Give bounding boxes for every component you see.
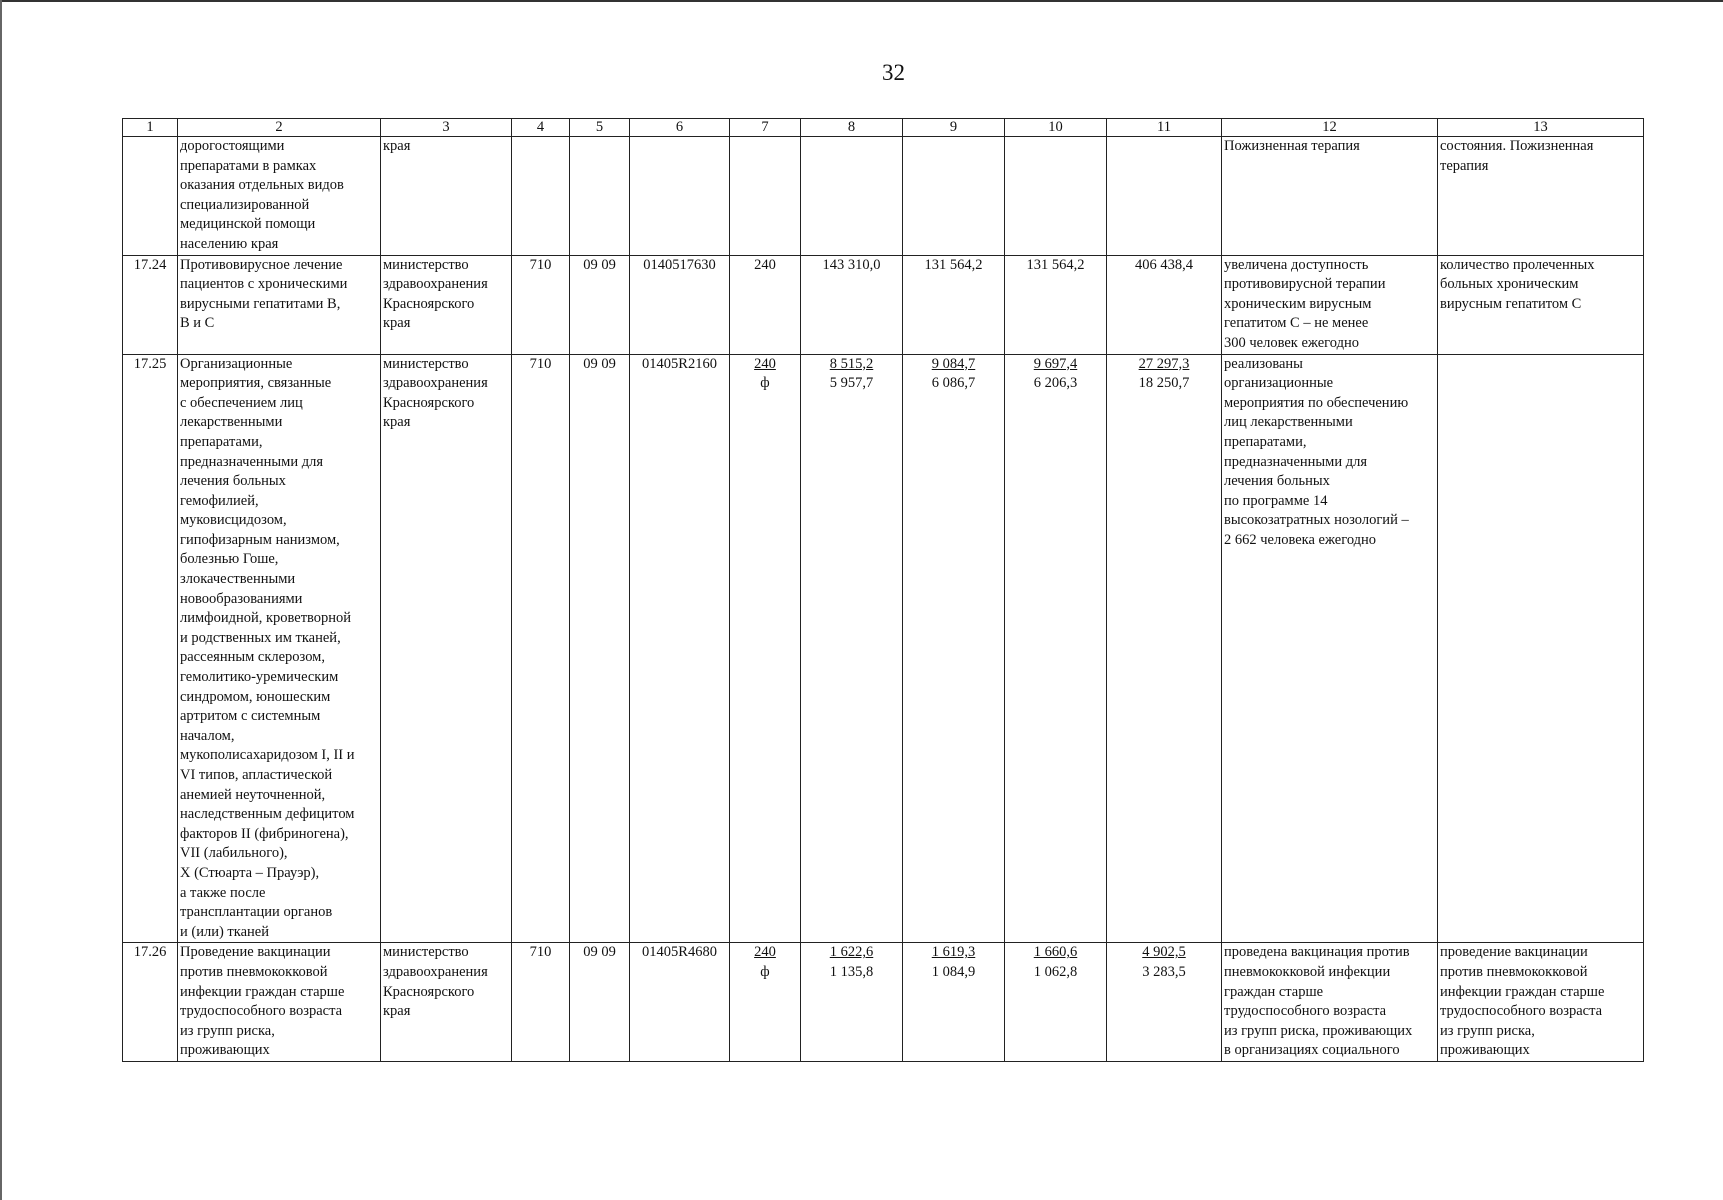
year3-amount	[1005, 943, 1107, 1062]
year3-amount-line: 1 062,8	[1033, 963, 1078, 980]
year3-amount	[1005, 354, 1107, 943]
measure-name-line: рассеянным склерозом,	[180, 649, 325, 666]
executor	[381, 255, 512, 354]
expected-result-line: из групп риска, проживающих	[1224, 1022, 1413, 1039]
measure-name-line: проживающих	[180, 1042, 270, 1059]
expected-result-line: лиц лекарственными	[1224, 414, 1353, 431]
measure-name-line: населению края	[180, 235, 279, 252]
target-indicator	[1438, 943, 1644, 1062]
year2-amount	[903, 137, 1005, 256]
rzpr-code	[570, 137, 630, 256]
measure-name-line: а также после	[180, 884, 266, 901]
year1-amount-line: 5 957,7	[829, 375, 874, 392]
expected-result-line: 2 662 человека ежегодно	[1224, 531, 1377, 548]
expected-result-line: 300 человек ежегодно	[1224, 334, 1359, 351]
target-indicator-line: против пневмококковой	[1440, 963, 1588, 980]
measure-name-line: лимфоидной, кроветворной	[180, 610, 352, 627]
measure-name-line: анемией неуточненной,	[180, 786, 326, 803]
measure-name-line: артритом с системным	[180, 708, 321, 725]
total-amount	[1107, 137, 1222, 256]
year3-amount-line: 9 697,4	[1033, 355, 1078, 372]
measure-name-line: предназначенными для	[180, 453, 324, 470]
expected-result-line: гепатитом С – не менее	[1224, 315, 1369, 332]
row-number	[123, 137, 178, 256]
total-amount-line: 18 250,7	[1138, 375, 1190, 392]
measure-name-line: трансплантации органов	[180, 904, 333, 921]
expected-result	[1222, 255, 1438, 354]
measure-name	[178, 255, 381, 354]
year3-amount-line: 131 564,2	[1026, 256, 1085, 273]
measure-name-line: трудоспособного возраста	[180, 1003, 343, 1020]
rzpr-code: 09 09	[570, 354, 630, 943]
year2-amount	[903, 354, 1005, 943]
csr-code	[630, 137, 730, 256]
expected-result-line: высокозатратных нозологий –	[1224, 512, 1409, 529]
executor-line: здравоохранения	[383, 375, 488, 392]
table-row	[123, 255, 1644, 354]
vr-code	[730, 943, 801, 1062]
measure-name	[178, 137, 381, 256]
expected-result-line: пневмококковой инфекции	[1224, 963, 1391, 980]
year1-amount-line: 143 310,0	[822, 256, 881, 273]
expected-result-line: в организациях социального	[1224, 1042, 1400, 1059]
target-indicator-line: проживающих	[1440, 1042, 1530, 1059]
grbs-code: 710	[512, 354, 570, 943]
measure-name-line: VI типов, апластической	[180, 767, 333, 783]
measure-name-line: Проведение вакцинации	[180, 944, 331, 961]
executor	[381, 943, 512, 1062]
target-indicator-line: проведение вакцинации	[1440, 944, 1588, 961]
column-header: 5	[570, 119, 630, 137]
column-header: 10	[1005, 119, 1107, 137]
executor-line: края	[383, 414, 411, 431]
year1-amount-line: 1 135,8	[829, 963, 874, 980]
expected-result-line: организационные	[1224, 375, 1334, 392]
measure-name-line: и родственных им тканей,	[180, 629, 341, 646]
rzpr-code: 09 09	[570, 255, 630, 354]
expected-result-line: Пожизненная терапия	[1224, 138, 1360, 154]
measure-name-line: гипофизарным нанизмом,	[180, 531, 340, 548]
target-indicator-line: вирусным гепатитом С	[1440, 295, 1582, 312]
expected-result-line: мероприятия по обеспечению	[1224, 394, 1409, 411]
expected-result-line: реализованы	[1224, 355, 1303, 372]
expected-result-line: по программе 14	[1224, 492, 1328, 509]
executor	[381, 354, 512, 943]
total-amount	[1107, 354, 1222, 943]
target-indicator	[1438, 255, 1644, 354]
measure-name-line: началом,	[180, 727, 235, 744]
column-header: 9	[903, 119, 1005, 137]
measure-name-line: с обеспечением лиц	[180, 394, 303, 411]
column-header: 13	[1438, 119, 1644, 137]
year2-amount-line: 1 084,9	[931, 963, 976, 980]
measure-name-line: муковисцидозом,	[180, 512, 287, 529]
grbs-code: 710	[512, 943, 570, 1062]
row-number: 17.25	[123, 354, 178, 943]
executor	[381, 137, 512, 256]
executor-line: края	[383, 138, 411, 154]
year3-amount	[1005, 137, 1107, 256]
measure-name-line: мукополисахаридозом I, II и	[180, 747, 355, 764]
executor-line: Красноярского	[383, 295, 475, 312]
scan-top-edge	[0, 0, 1723, 2]
expected-result	[1222, 354, 1438, 943]
measure-name-line: гемолитико-уремическим	[180, 669, 339, 686]
total-amount-line: 4 902,5	[1142, 944, 1186, 961]
year1-amount	[801, 354, 903, 943]
year3-amount-line: 1 660,6	[1033, 944, 1078, 961]
year1-amount-line: 1 622,6	[829, 944, 874, 961]
column-header: 8	[801, 119, 903, 137]
measure-name-line: X (Стюарта – Прауэр),	[180, 864, 320, 881]
vr-code-line: ф	[760, 375, 770, 392]
measure-name-line: пациентов с хроническими	[180, 276, 348, 293]
measure-name-line: медицинской помощи	[180, 216, 316, 233]
csr-code: 01405R4680	[630, 943, 730, 1062]
year1-amount	[801, 255, 903, 354]
measure-name-line: Организационные	[180, 355, 293, 372]
measure-name-line: против пневмококковой	[180, 963, 328, 980]
year3-amount-line: 6 206,3	[1033, 375, 1078, 392]
csr-code: 0140517630	[630, 255, 730, 354]
column-header: 11	[1107, 119, 1222, 137]
grbs-code: 710	[512, 255, 570, 354]
executor-line: здравоохранения	[383, 276, 488, 293]
scan-left-edge	[0, 0, 2, 1200]
target-indicator-line: трудоспособного возраста	[1440, 1003, 1603, 1020]
measure-name-line: синдромом, юношеским	[180, 688, 331, 705]
executor-line: министерство	[383, 256, 469, 273]
total-amount-line: 406 438,4	[1135, 256, 1193, 273]
target-indicator-line: из групп риска,	[1440, 1022, 1535, 1039]
year2-amount-line: 1 619,3	[931, 944, 976, 961]
measure-name-line: лекарственными	[180, 414, 283, 431]
year1-amount	[801, 137, 903, 256]
target-indicator-line: инфекции граждан старше	[1440, 983, 1605, 1000]
expected-result-line: хроническим вирусным	[1224, 295, 1372, 312]
csr-code: 01405R2160	[630, 354, 730, 943]
measure-name-line: злокачественными	[180, 571, 296, 588]
column-header: 6	[630, 119, 730, 137]
measure-name-line: VII (лабильного),	[180, 845, 288, 862]
rzpr-code: 09 09	[570, 943, 630, 1062]
year1-amount-line: 8 515,2	[829, 355, 874, 372]
column-header: 4	[512, 119, 570, 137]
expected-result-line: проведена вакцинация против	[1224, 944, 1410, 961]
measure-name-line: гемофилией,	[180, 492, 259, 509]
expected-result-line: увеличена доступность	[1224, 256, 1369, 273]
measure-name-line: оказания отдельных видов	[180, 177, 344, 194]
measure-name-line: дорогостоящими	[180, 138, 285, 154]
table-row	[123, 137, 1644, 256]
measure-name-line: препаратами в рамках	[180, 157, 317, 174]
expected-result	[1222, 943, 1438, 1062]
measure-name-line: препаратами,	[180, 433, 263, 450]
measure-name-line: мероприятия, связанные	[180, 375, 332, 392]
measure-name-line: новообразованиями	[180, 590, 303, 607]
column-header: 12	[1222, 119, 1438, 137]
executor-line: министерство	[383, 355, 469, 372]
expected-result-line: предназначенными для	[1224, 453, 1368, 470]
expected-result	[1222, 137, 1438, 256]
target-indicator	[1438, 137, 1644, 256]
measure-name-line: специализированной	[180, 196, 310, 213]
row-number: 17.24	[123, 255, 178, 354]
total-amount-line: 3 283,5	[1142, 963, 1186, 980]
vr-code	[730, 354, 801, 943]
year2-amount-line: 6 086,7	[931, 375, 976, 392]
vr-code	[730, 137, 801, 256]
target-indicator-line: больных хроническим	[1440, 276, 1579, 293]
total-amount-line: 27 297,3	[1138, 355, 1190, 372]
expected-result-line: граждан старше	[1224, 983, 1324, 1000]
vr-code	[730, 255, 801, 354]
target-indicator-line: терапия	[1440, 157, 1489, 174]
total-amount	[1107, 255, 1222, 354]
year2-amount	[903, 255, 1005, 354]
vr-code-line: 240	[754, 944, 776, 961]
column-header: 7	[730, 119, 801, 137]
executor-line: края	[383, 315, 411, 332]
header-row	[123, 119, 1644, 137]
executor-line: Красноярского	[383, 394, 475, 411]
measure-name-line: и (или) тканей	[180, 923, 269, 940]
measure-name-line: инфекции граждан старше	[180, 983, 345, 1000]
page-number: 32	[882, 60, 905, 85]
measure-name-line: факторов II (фибриногена),	[180, 825, 349, 842]
executor-line: Красноярского	[383, 983, 475, 1000]
target-indicator	[1438, 354, 1644, 943]
measure-name	[178, 943, 381, 1062]
measure-name-line: вирусными гепатитами В,	[180, 295, 341, 312]
measure-name-line: В и С	[180, 315, 215, 332]
measure-name-line: Противовирусное лечение	[180, 256, 343, 273]
year2-amount-line: 9 084,7	[931, 355, 976, 372]
measure-name-line: наследственным дефицитом	[180, 806, 355, 823]
year2-amount-line: 131 564,2	[924, 256, 983, 273]
executor-line: здравоохранения	[383, 963, 488, 980]
column-header: 2	[178, 119, 381, 137]
target-indicator-line: состояния. Пожизненная	[1440, 138, 1594, 154]
year1-amount	[801, 943, 903, 1062]
vr-code-line: 240	[754, 256, 776, 273]
executor-line: края	[383, 1003, 411, 1020]
expected-result-line: противовирусной терапии	[1224, 276, 1386, 293]
year3-amount	[1005, 255, 1107, 354]
year2-amount	[903, 943, 1005, 1062]
expected-result-line: трудоспособного возраста	[1224, 1003, 1387, 1020]
grbs-code	[512, 137, 570, 256]
measure-name-line: болезнью Гоше,	[180, 551, 279, 568]
target-indicator-line: количество пролеченных	[1440, 256, 1595, 273]
total-amount	[1107, 943, 1222, 1062]
vr-code-line: ф	[760, 963, 770, 980]
executor-line: министерство	[383, 944, 469, 961]
expected-result-line: препаратами,	[1224, 433, 1307, 450]
row-number: 17.26	[123, 943, 178, 1062]
table-row	[123, 354, 1644, 943]
measure-name-line: лечения больных	[180, 473, 286, 490]
vr-code-line: 240	[754, 355, 776, 372]
budget-measures-table	[122, 118, 1644, 1062]
column-header: 3	[381, 119, 512, 137]
measure-name	[178, 354, 381, 943]
table-row	[123, 943, 1644, 1062]
expected-result-line: лечения больных	[1224, 473, 1330, 490]
column-header: 1	[123, 119, 178, 137]
measure-name-line: из групп риска,	[180, 1022, 275, 1039]
